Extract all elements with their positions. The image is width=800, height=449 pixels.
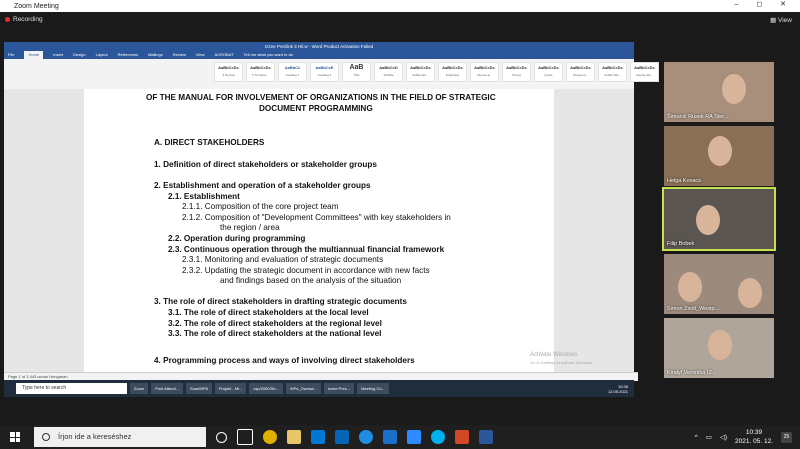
window-controls[interactable]: – ◻ ✕: [734, 1, 794, 8]
style-intense-reference[interactable]: [630, 62, 659, 82]
view-label: View: [778, 17, 792, 24]
system-tray: [695, 428, 792, 446]
style-preview: AaBbCcDc: [538, 65, 559, 70]
notification-badge[interactable]: 25: [781, 432, 792, 443]
participant-tile[interactable]: [664, 318, 774, 378]
toc-item: 3. The role of direct stakeholders in drafting strategic documents: [154, 297, 407, 306]
participant-name: Filip Bobek: [667, 241, 695, 247]
toc-item: 3.3. The role of direct stakeholders at the national level: [168, 329, 382, 338]
toc-item: and findings based on the analysis of the situation: [220, 276, 402, 285]
toc-item: 2.1.2. Composition of "Development Committees" with key stakeholders in: [182, 213, 451, 222]
word-ribbon: [4, 59, 655, 90]
search-icon: [42, 433, 50, 441]
participant-name: Simon Zsolt_Westp...: [667, 306, 720, 312]
activate-windows-watermark: [530, 352, 593, 366]
document-area[interactable]: [4, 89, 634, 372]
style-preview: AaBbCcE: [315, 65, 334, 70]
style-preview: AaBbCcD: [379, 65, 398, 70]
taskbar-clock[interactable]: [735, 428, 773, 446]
tab-design[interactable]: Design: [73, 52, 86, 57]
style-heading-1[interactable]: [278, 62, 307, 82]
style-name: Subtle Ref...: [604, 73, 621, 77]
word-icon[interactable]: [479, 430, 493, 444]
style-name: ¶ Normal: [222, 73, 235, 77]
tell-me-box[interactable]: Tell me what you want to do: [243, 52, 293, 57]
task-view-icon[interactable]: [237, 429, 253, 445]
style-heading-2[interactable]: [310, 62, 339, 82]
zoom-icon[interactable]: [407, 430, 421, 444]
participant-video: [708, 330, 732, 360]
style-name: Intense Re...: [635, 73, 653, 77]
word-status-bar: Page 1 of 3 443 words Hungarian: [4, 372, 638, 381]
windows-taskbar: [0, 425, 800, 449]
style-intense-quote[interactable]: [566, 62, 595, 82]
style-preview: AaBbCcDc: [474, 65, 495, 70]
style-emphasis[interactable]: [438, 62, 467, 82]
shared-clock: [608, 384, 628, 394]
shared-taskbar-app[interactable]: Zoom: [130, 383, 148, 394]
style-normal[interactable]: [214, 62, 243, 82]
style-preview: AaBbCcDc: [506, 65, 527, 70]
shared-screen: [4, 42, 655, 397]
outlook-icon[interactable]: [335, 430, 349, 444]
shared-taskbar-app[interactable]: Projekt - Mi...: [215, 383, 247, 394]
tab-acrobat[interactable]: ACROBAT: [214, 52, 234, 57]
toc-item: 2.3. Continuous operation through the multiannual financial framework: [168, 245, 445, 254]
activate-title: Activate Windows: [530, 352, 578, 358]
style-name: Intense E...: [476, 73, 493, 77]
shared-taskbar: [4, 380, 634, 397]
participant-video: [678, 272, 702, 302]
volume-icon[interactable]: ◁): [719, 434, 728, 441]
toc-item: 2.3.2. Updating the strategic document in accordance with new facts: [182, 266, 430, 275]
chevron-up-icon[interactable]: ^: [694, 433, 698, 441]
shared-taskbar-app[interactable]: Izzee Pres...: [324, 383, 354, 394]
style-name: Heading 2: [317, 73, 332, 77]
shared-taskbar-app[interactable]: ScanWP8: [186, 383, 212, 394]
tab-layout[interactable]: Layout: [95, 52, 108, 57]
style-intense-emphasis[interactable]: [470, 62, 499, 82]
file-explorer-icon[interactable]: [287, 430, 301, 444]
participant-tile[interactable]: [664, 62, 774, 122]
toc-item: the region / area: [220, 223, 280, 232]
participant-name: Helga Kovacs: [667, 178, 701, 184]
document-page[interactable]: [84, 89, 554, 372]
style-preview: AaBbCcDc: [442, 65, 463, 70]
style-preview: AaBbCcDc: [634, 65, 655, 70]
style-preview: AaBbCcDc: [410, 65, 431, 70]
style-subtitle[interactable]: [374, 62, 403, 82]
participant-video: [696, 205, 720, 235]
shared-taskbar-app[interactable]: csp/2000/Se...: [249, 383, 283, 394]
skype-icon[interactable]: [431, 430, 445, 444]
record-icon: [5, 17, 10, 22]
tab-review[interactable]: Review: [172, 52, 186, 57]
heading-line: OF THE MANUAL FOR INVOLVEMENT OF ORGANIZATIONS IN THE FIELD OF STRATEGIC: [146, 93, 496, 102]
shared-date: 12.05.2021: [607, 388, 628, 394]
tab-home[interactable]: Home: [24, 51, 43, 59]
shared-search-box[interactable]: Type here to search: [16, 383, 127, 394]
style-name: Strong: [512, 73, 521, 77]
search-placeholder: Írjon ide a kereséshez: [58, 432, 132, 441]
section-heading: A. DIRECT STAKEHOLDERS: [154, 138, 265, 147]
powerpoint-icon[interactable]: [455, 430, 469, 444]
participant-video: [708, 136, 732, 166]
style-name: Title: [353, 73, 360, 77]
network-icon[interactable]: ▭: [705, 434, 712, 441]
participant-name: Kiraly/ Veronika (Z...: [667, 370, 717, 376]
recording-label: Recording: [13, 16, 43, 23]
style-name: Subtle Em...: [412, 73, 429, 77]
style-name: Subtitle: [383, 73, 394, 77]
toc-item: 2.3.1. Monitoring and evaluation of strategic documents: [182, 255, 384, 264]
style-preview: AaBbCcDc: [602, 65, 623, 70]
taskbar-search-input[interactable]: [34, 427, 206, 447]
toc-item: 3.2. The role of direct stakeholders at the regional level: [168, 319, 382, 328]
style-name: ¶ No Spac...: [252, 73, 269, 77]
participant-tile-active-speaker[interactable]: [664, 189, 774, 249]
tab-references[interactable]: References: [117, 52, 139, 57]
style-name: Heading 1: [285, 73, 300, 77]
toc-item: 3.1. The role of direct stakeholders at the local level: [168, 308, 369, 317]
participant-name: Šimunić Rusek RA Ster...: [667, 114, 729, 120]
clock-date: 2021. 05. 12.: [735, 438, 773, 445]
tab-view[interactable]: View: [195, 52, 205, 57]
participant-tile[interactable]: [664, 126, 774, 186]
shared-time: 10:38: [617, 383, 628, 389]
style-subtle-reference[interactable]: [598, 62, 627, 82]
style-name: Intense Q...: [572, 73, 589, 77]
word-title-bar: Izzee Prezlink 3 Hil.w - Word Product Activation Failed: [4, 42, 634, 51]
toc-item: 2.1.1. Composition of the core project team: [182, 202, 339, 211]
edge-icon[interactable]: [359, 430, 373, 444]
styles-gallery: [214, 62, 659, 82]
participant-video: [722, 74, 746, 104]
cortana-icon[interactable]: [216, 432, 227, 443]
shared-taskbar-app[interactable]: Meeting Co...: [357, 383, 389, 394]
style-preview: AaBbCcDc: [250, 65, 271, 70]
style-title[interactable]: [342, 62, 371, 82]
toc-item: 4. Programming process and ways of involving direct stakeholders: [154, 356, 415, 365]
style-name: Quote: [544, 73, 553, 77]
participant-video: [738, 278, 762, 308]
toc-item: 2.2. Operation during programming: [168, 234, 306, 243]
style-name: Emphasis: [445, 73, 460, 77]
start-button[interactable]: [10, 432, 20, 442]
tab-insert[interactable]: Insert: [53, 52, 64, 57]
mail-icon[interactable]: [311, 430, 325, 444]
zoom-title-bar: [0, 0, 800, 12]
style-preview: AaB: [349, 64, 364, 71]
tab-mailings[interactable]: Mailings: [148, 52, 163, 57]
window-title: Zoom Meeting: [14, 2, 59, 10]
activate-subtitle: Go to Settings to activate Windows.: [530, 360, 594, 365]
style-subtle-emphasis[interactable]: [406, 62, 435, 82]
internet-explorer-icon[interactable]: [383, 430, 397, 444]
clock-time: 10:39: [745, 429, 763, 436]
tab-file[interactable]: File: [8, 52, 15, 57]
style-strong[interactable]: [502, 62, 531, 82]
view-button[interactable]: ▦ View: [770, 17, 792, 24]
toc-item: 1. Definition of direct stakeholders or stakeholder groups: [154, 160, 377, 169]
participant-tile[interactable]: [664, 254, 774, 314]
style-preview: AaBbCcDc: [570, 65, 591, 70]
chrome-icon[interactable]: [263, 430, 277, 444]
style-quote[interactable]: [534, 62, 563, 82]
recording-indicator[interactable]: [5, 16, 43, 23]
toc-item: 2.1. Establishment: [168, 192, 240, 201]
style-no-spacing[interactable]: [246, 62, 275, 82]
style-preview: AaBbCc: [284, 65, 301, 70]
shared-taskbar-app[interactable]: WPs_Ownsw...: [286, 383, 321, 394]
heading-line: DOCUMENT PROGRAMMING: [259, 104, 373, 113]
word-ribbon-tabs: [4, 51, 634, 59]
toc-item: 2. Establishment and operation of a stakeholder groups: [154, 181, 371, 190]
shared-taskbar-app[interactable]: Post Attend...: [151, 383, 183, 394]
style-preview: AaBbCcDc: [218, 65, 239, 70]
